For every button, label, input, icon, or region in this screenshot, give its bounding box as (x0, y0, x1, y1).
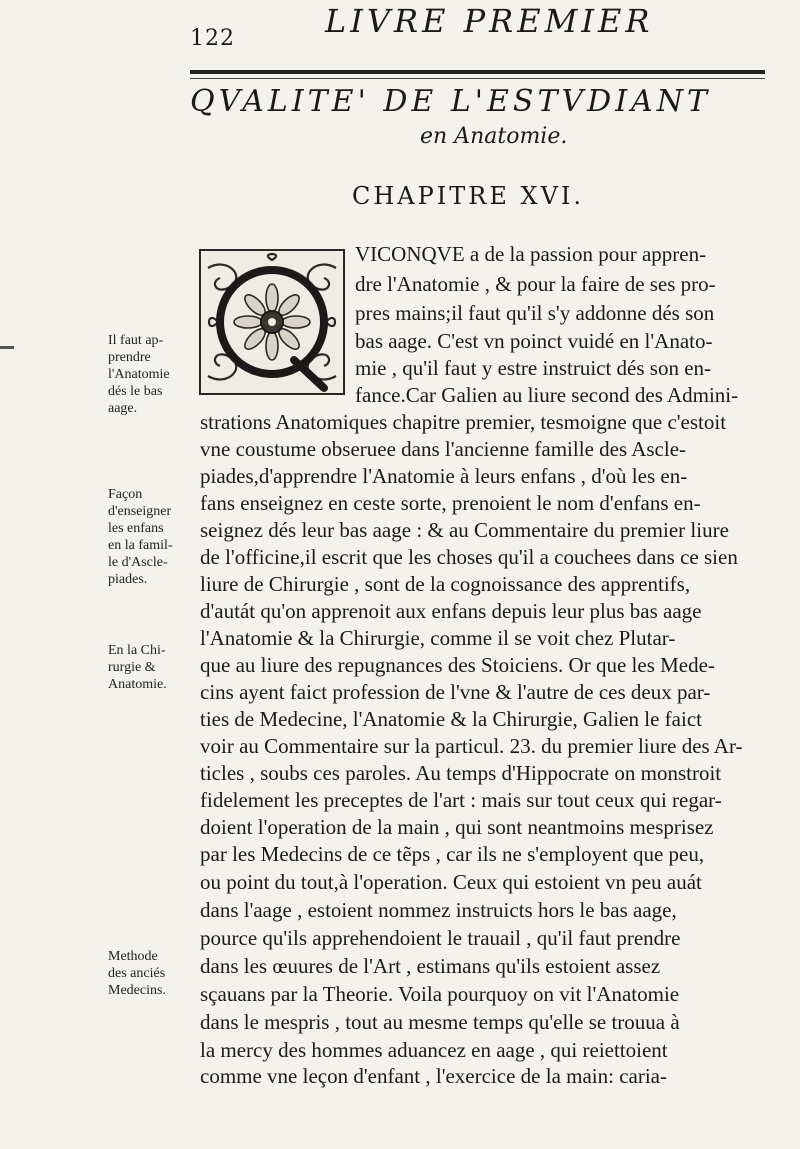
margin-note-line: rurgie & (108, 660, 156, 675)
margin-note-line: Façon (108, 487, 143, 502)
margin-note-line: piades. (108, 572, 148, 587)
body-line: fance.Car Galien au liure second des Admini- (355, 383, 739, 407)
margin-note-line: En la Chi- (108, 643, 166, 658)
margin-note-line: Medecins. (108, 983, 166, 998)
body-line: fidelement les preceptes de l'art : mais sur tout ceux qui regar- (200, 788, 722, 812)
body-line: de l'officine,il escrit que les choses qu'il a couchees dans ce sien (200, 545, 738, 569)
body-line: cins ayent faict profession de l'vne & l'autre de ces deux par- (200, 680, 711, 704)
body-line: que au liure des repugnances des Stoiciens. Or que les Mede- (200, 653, 715, 677)
margin-note-line: des anciés (108, 966, 166, 981)
body-line: dans l'aage , estoient nommez instruicts hors le bas aage, (200, 898, 677, 922)
body-line: bas aage. C'est vn poinct vuidé en l'Anato- (355, 329, 713, 353)
header-rule-thin (190, 78, 765, 79)
body-line: piades,d'apprendre l'Anatomie à leurs enfans , d'où les en- (200, 464, 688, 488)
margin-note (108, 948, 200, 999)
body-line: strations Anatomiques chapitre premier, tesmoigne que c'estoit (200, 410, 727, 434)
body-line: voir au Commentaire sur la particul. 23. du premier liure des Ar- (200, 734, 743, 758)
body-line: dans le mespris , tout au mesme temps qu'elle se trouua à (200, 1010, 680, 1034)
body-line: comme vne leçon d'enfant , l'exercice de la main: caria- (200, 1064, 667, 1088)
margin-note (108, 642, 200, 693)
margin-note-line: aage. (108, 401, 138, 416)
body-line: par les Medecins de ce tẽps , car ils ne s'employent que peu, (200, 842, 705, 866)
page-edge-mark (0, 346, 14, 349)
header-rule (190, 70, 765, 74)
body-line: fans enseignez en ceste sorte, prenoient le nom d'enfans en- (200, 491, 701, 515)
body-line: doient l'operation de la main , qui sont neantmoins mesprisez (200, 815, 714, 839)
body-line: sçauans par la Theorie. Voila pourquoy on vit l'Anatomie (200, 982, 680, 1006)
margin-note-line: le d'Ascle- (108, 555, 168, 570)
body-line: ou point du tout,à l'operation. Ceux qui estoient vn peu auát (200, 870, 702, 894)
body-line: ticles , soubs ces paroles. Au temps d'Hippocrate on monstroit (200, 761, 722, 785)
body-line: dre l'Anatomie , & pour la faire de ses pro- (355, 272, 716, 296)
body-line: vne coustume obseruee dans l'ancienne famille des Ascle- (200, 437, 687, 461)
body-line: ties de Medecine, l'Anatomie & la Chirurgie, Galien le faict (200, 707, 702, 731)
section-title: QVALITE' DE L'ESTVDIANT (190, 84, 711, 119)
margin-note-line: en la famil- (108, 538, 173, 553)
body-line: VICONQVE a de la passion pour appren- (355, 242, 707, 266)
chapter-title: CHAPITRE XVI. (352, 182, 585, 210)
margin-note-line: Anatomie. (108, 677, 167, 692)
margin-note-line: d'enseigner (108, 504, 172, 519)
margin-note (108, 486, 200, 588)
body-line: d'autát qu'on apprenoit aux enfans depuis leur plus bas aage (200, 599, 702, 623)
body-line: pource qu'ils apprehendoient le trauail , qu'il faut prendre (200, 926, 681, 950)
margin-note-line: prendre (108, 350, 151, 365)
margin-note-line: l'Anatomie (108, 367, 170, 382)
margin-note-line: dés le bas (108, 384, 163, 399)
margin-note-line: les enfans (108, 521, 164, 536)
section-subtitle: en Anatomie. (420, 124, 568, 149)
body-line: pres mains;il faut qu'il s'y addonne dés son (355, 301, 715, 325)
page-number: 122 (190, 26, 235, 51)
running-head: LIVRE PREMIER (325, 2, 654, 40)
body-line: l'Anatomie & la Chirurgie, comme il se voit chez Plutar- (200, 626, 676, 650)
margin-note (108, 332, 200, 417)
body-line: liure de Chirurgie , sont de la cognoissance des apprentifs, (200, 572, 691, 596)
decorated-initial-ornament (198, 248, 346, 396)
margin-note-line: Methode (108, 949, 158, 964)
body-line: dans les œuures de l'Art , estimans qu'ils estoient assez (200, 954, 661, 978)
body-line: la mercy des hommes aduancez en aage , qui reiettoient (200, 1038, 668, 1062)
margin-note-line: Il faut ap- (108, 333, 164, 348)
body-line: mie , qu'il faut y estre instruict dés son en- (355, 356, 712, 380)
body-line: seignez dés leur bas aage : & au Commentaire du premier liure (200, 518, 729, 542)
